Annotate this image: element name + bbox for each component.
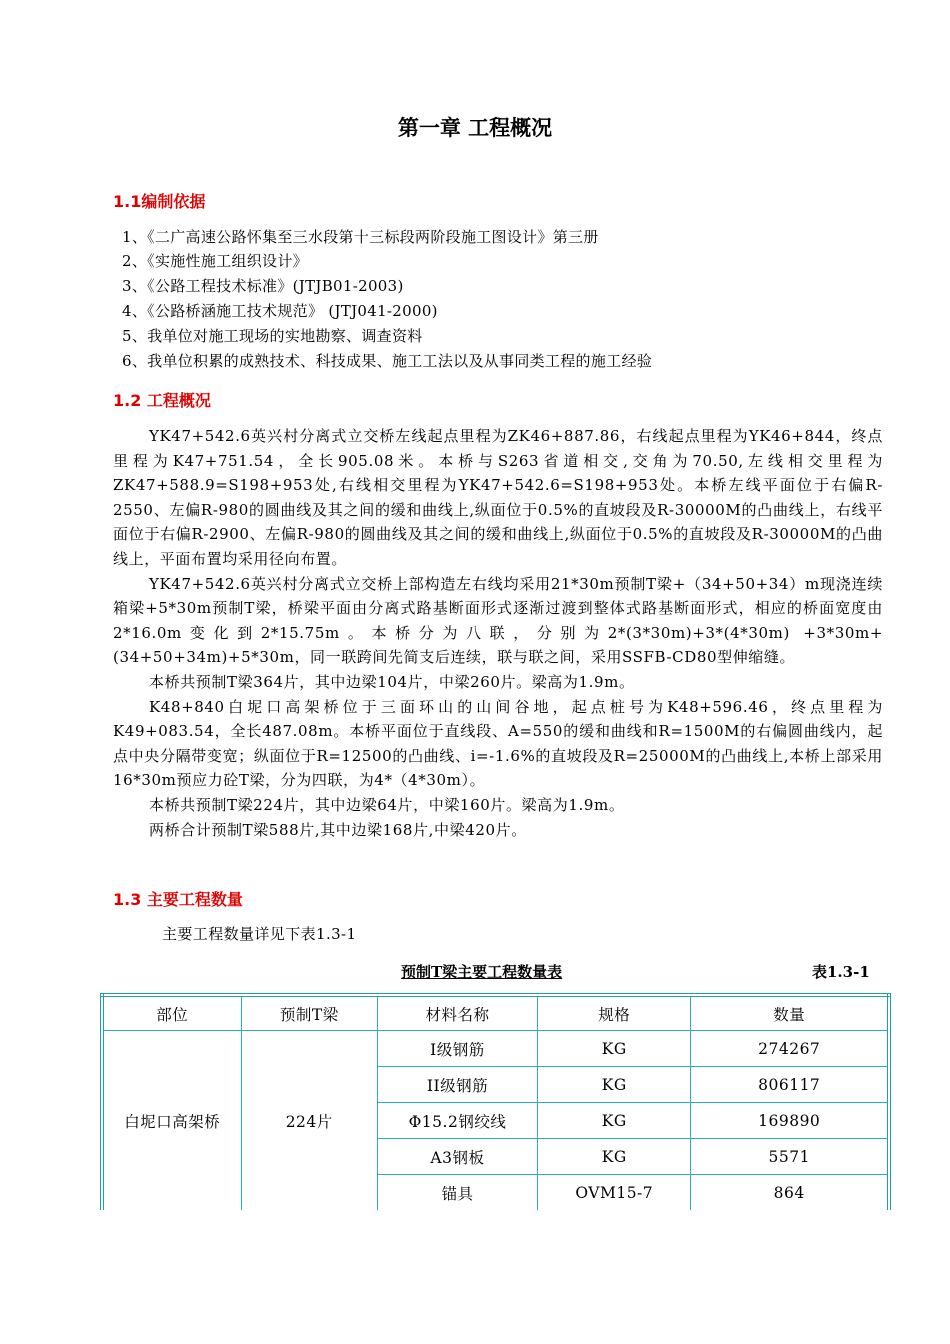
material-cell: A3钢板	[377, 1139, 537, 1175]
table-header-cell: 部位	[102, 995, 241, 1031]
qty-cell: 806117	[691, 1067, 889, 1103]
overview-paragraph: 本桥共预制T梁364片，其中边梁104片，中梁260片。梁高为1.9m。	[149, 672, 635, 691]
material-cell: Φ15.2钢绞线	[377, 1103, 537, 1139]
table-header-cell: 预制T梁	[241, 995, 377, 1031]
spec-cell: KG	[538, 1103, 691, 1139]
overview-body	[113, 424, 883, 842]
overview-paragraph: YK47+542.6英兴村分离式立交桥上部构造左右线均采用21*30m预制T梁+（34+50+34）m现浇连续箱梁+5*30m预制T梁，桥梁平面由分离式路基断面形式逐渐过渡到整体式路基断面形式，相应的桥面宽度由2*16.0m变化到2*15.75m。本桥分为八联，分别为2*(3*30m)+3*(4*30m) +3*30m+(34+50+34m)+5*30m，同一联跨间先简支后连续，联与联之间，采用SSFB-CD80型伸缩缝。	[113, 574, 883, 667]
overview-paragraph: 本桥共预制T梁224片，其中边梁64片，中梁160片。梁高为1.9m。	[149, 795, 625, 814]
overview-paragraph: K48+840白坭口高架桥位于三面环山的山间谷地，起点桩号为K48+596.46，终点里程为K49+083.54，全长487.08m。本桥平面位于直线段、A=550的缓和曲线和R=1500M的右偏圆曲线内，起点中央分隔带变宽；纵面位于R=12500的凸曲线、i=-1.6%的直坡段及R=25000M的凸曲线上,本桥上部采用16*30m预应力砼T梁，分为四联，为4*（4*30m）。	[113, 697, 883, 790]
count-cell: 224片	[241, 1031, 377, 1211]
material-cell: I级钢筋	[377, 1031, 537, 1067]
table-header-cell: 规格	[538, 995, 691, 1031]
qty-cell: 864	[691, 1175, 889, 1211]
overview-paragraph: YK47+542.6英兴村分离式立交桥左线起点里程为ZK46+887.86，右线起点里程为YK46+844，终点里程为K47+751.54，全长905.08米。本桥与S263省道相交,交角为70.50,左线相交里程为ZK47+588.9=S198+953处,右线相交里程为YK47+542.6=S198+953处。本桥左线平面位于右偏R-2550、左偏R-980的圆曲线及其之间的缓和曲线上,纵面位于0.5%的直坡段及R-30000M的凸曲线上，右线平面位于右偏R-2900、左偏R-980的圆曲线及其之间的缓和曲线上,纵面位于0.5%的直坡段及R-30000M的凸曲线上，平面布置均采用径向布置。	[113, 427, 883, 568]
section-heading-overview: 1.2 工程概况	[113, 391, 211, 410]
table-number: 表1.3-1	[812, 963, 870, 981]
reference-item: 1、《二广高速公路怀集至三水段第十三标段两阶段施工图设计》第三册	[122, 228, 599, 246]
qty-cell: 274267	[691, 1031, 889, 1067]
qty-cell: 5571	[691, 1139, 889, 1175]
spec-cell: KG	[538, 1139, 691, 1175]
material-cell: 锚具	[377, 1175, 537, 1211]
table-caption: 预制T梁主要工程数量表	[401, 963, 563, 981]
table-row	[102, 1031, 889, 1067]
page-title: 第一章 工程概况	[397, 116, 553, 140]
reference-item: 4、《公路桥涵施工技术规范》 (JTJ041-2000)	[122, 302, 438, 320]
table-header-row	[102, 995, 889, 1031]
section-heading-quantities: 1.3 主要工程数量	[113, 890, 243, 909]
section-heading-basis: 1.1编制依据	[113, 192, 206, 211]
overview-paragraph: 两桥合计预制T梁588片,其中边梁168片,中梁420片。	[149, 820, 527, 839]
reference-item: 2、《实施性施工组织设计》	[122, 252, 308, 270]
quantity-table	[100, 993, 891, 1210]
reference-item: 5、我单位对施工现场的实地勘察、调查资料	[122, 327, 423, 345]
spec-cell: KG	[538, 1067, 691, 1103]
spec-cell: OVM15-7	[538, 1175, 691, 1211]
quantity-intro: 主要工程数量详见下表1.3-1	[162, 925, 357, 943]
material-cell: II级钢筋	[377, 1067, 537, 1103]
table-header-cell: 材料名称	[377, 995, 537, 1031]
reference-item: 3、《公路工程技术标准》(JTJB01-2003)	[122, 277, 404, 295]
table-header-cell: 数量	[691, 995, 889, 1031]
qty-cell: 169890	[691, 1103, 889, 1139]
reference-item: 6、我单位积累的成熟技术、科技成果、施工工法以及从事同类工程的施工经验	[122, 352, 653, 370]
spec-cell: KG	[538, 1031, 691, 1067]
location-cell: 白坭口高架桥	[102, 1031, 241, 1211]
